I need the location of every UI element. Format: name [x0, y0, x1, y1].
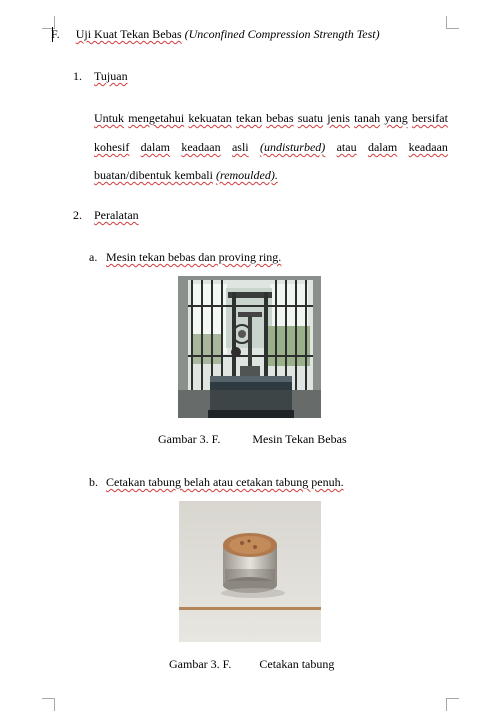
paragraph-word: bersifat: [411, 111, 448, 125]
heading: [51, 27, 380, 42]
figure-2-label: Gambar 3. F.: [169, 657, 232, 671]
paragraph-word: yang: [384, 111, 408, 125]
paragraph-text: buatan/dibentuk kembali: [94, 168, 213, 182]
heading-letter: F.: [51, 27, 60, 41]
paragraph-word: mengetahui: [128, 111, 185, 125]
paragraph-line-3: [94, 168, 448, 183]
paragraph-word: kekuatan: [188, 111, 232, 125]
section-1-number: 1.: [73, 69, 82, 83]
paragraph-word: dalam: [140, 140, 170, 154]
compression-machine-illustration: [178, 276, 321, 418]
page-corner-bottom-left: [42, 698, 55, 711]
paragraph-line-1: [94, 111, 448, 126]
paragraph-word: tekan: [235, 111, 262, 125]
figure-2-caption: [169, 657, 334, 672]
figure-2-text: Cetakan tabung: [259, 657, 335, 671]
paragraph-word: tanah: [354, 111, 381, 125]
heading-title: Uji Kuat Tekan Bebas: [75, 27, 182, 41]
cylinder-mold-illustration: [179, 501, 321, 642]
paragraph-word: dalam: [367, 140, 398, 154]
paragraph-word: (undisturbed): [259, 140, 326, 154]
item-b-text: Cetakan tabung belah atau cetakan tabung penuh.: [106, 475, 344, 489]
paragraph-word: jenis: [327, 111, 350, 125]
paragraph-word: atau: [336, 140, 357, 154]
paragraph-word: Untuk: [94, 111, 124, 125]
item-a-letter: a.: [89, 250, 98, 264]
paragraph-word: kohesif: [94, 140, 130, 154]
paragraph-line-2: [94, 140, 448, 155]
section-2-title: Peralatan: [94, 208, 139, 222]
page-corner-bottom-right: [446, 698, 459, 711]
photo-compression-machine: [178, 276, 321, 418]
paragraph-word: keadaan: [408, 140, 448, 154]
item-a-text: Mesin tekan bebas dan proving ring.: [106, 250, 282, 264]
figure-1-caption: [158, 432, 347, 447]
paragraph-word: keadaan: [181, 140, 221, 154]
paragraph-word: suatu: [297, 111, 324, 125]
paragraph-word: asli: [231, 140, 249, 154]
heading-title-italic: (Unconfined Compression Strength Test): [184, 27, 380, 41]
item-b-letter: b.: [89, 475, 98, 489]
photo-cylinder-mold: [179, 501, 321, 642]
section-2-number: 2.: [73, 208, 82, 222]
section-1-title: Tujuan: [94, 69, 128, 83]
figure-1-text: Mesin Tekan Bebas: [252, 432, 347, 446]
figure-1-label: Gambar 3. F.: [158, 432, 221, 446]
paragraph-text-italic: (remoulded).: [215, 168, 278, 182]
paragraph-word: bebas: [266, 111, 294, 125]
page-corner-top-right: [446, 16, 459, 29]
